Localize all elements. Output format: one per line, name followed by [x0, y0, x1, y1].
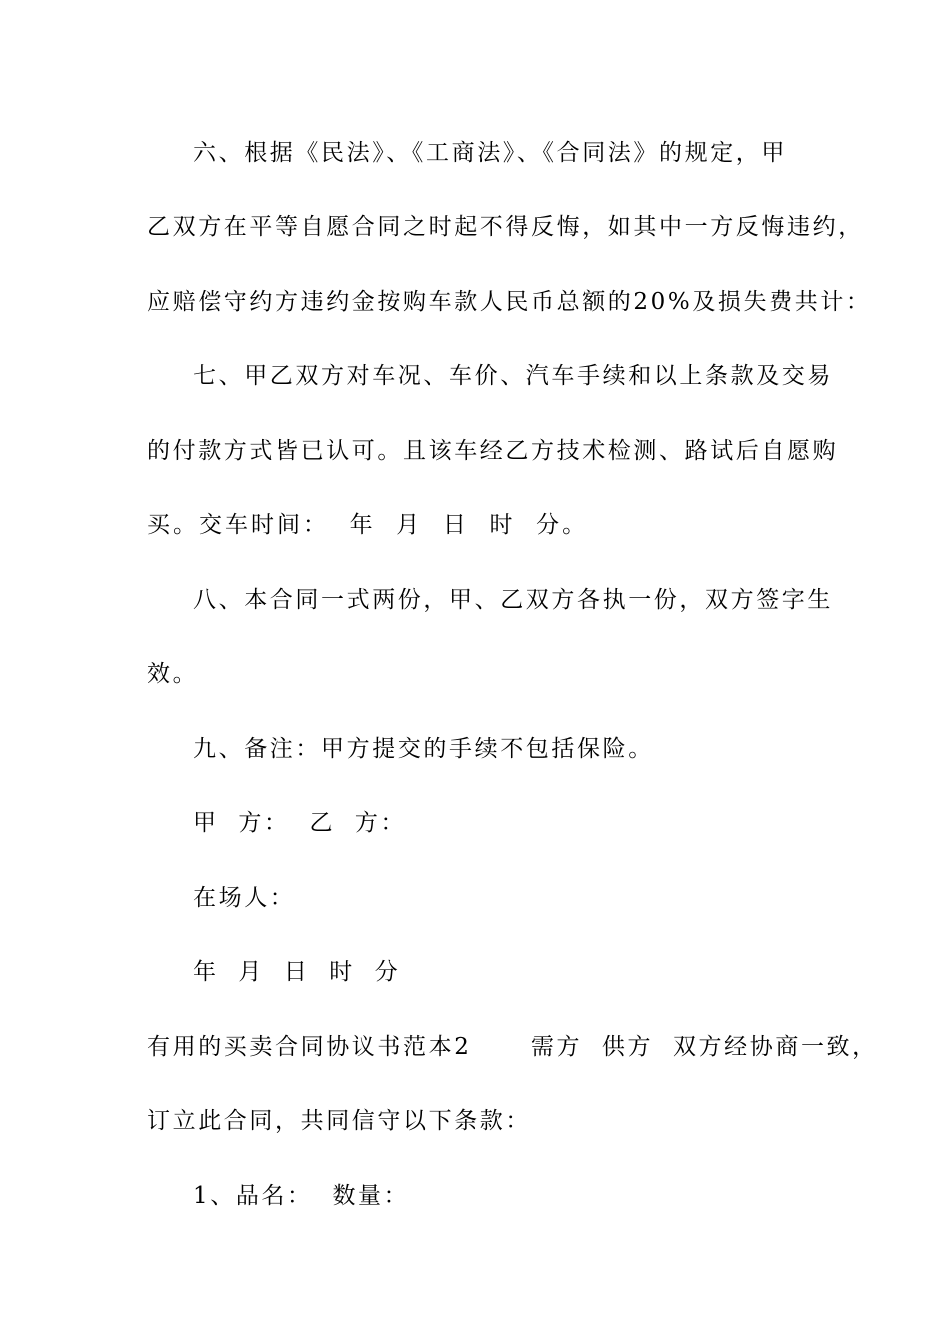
clause-9-remark: 九、备注：甲方提交的手续不包括保险。	[193, 736, 654, 762]
template-2-heading-line: 有用的买卖合同协议书范本2 需方 供方 双方经协商一致，	[147, 1034, 878, 1060]
item-1-line: 1、品名： 数量：	[193, 1183, 410, 1209]
clause-6-line-1: 六、根据《民法》、《工商法》、《合同法》的规定，甲	[193, 140, 787, 166]
clause-8-line-1: 八、本合同一式两份，甲、乙双方各执一份，双方签字生	[193, 587, 833, 613]
date-line: 年 月 日 时 分	[193, 959, 401, 985]
witness-line: 在场人：	[193, 885, 296, 911]
clause-6-line-3: 应赔偿守约方违约金按购车款人民币总额的20%及损失费共计：	[147, 289, 872, 315]
clause-7-line-3: 买。交车时间： 年 月 日 时 分。	[147, 512, 589, 538]
clause-6-line-2: 乙双方在平等自愿合同之时起不得反悔，如其中一方反悔违约，	[147, 214, 864, 240]
party-signatures: 甲 方： 乙 方：	[193, 810, 407, 836]
clause-7-line-1: 七、甲乙双方对车况、车价、汽车手续和以上条款及交易	[193, 363, 833, 389]
clause-8-line-2: 效。	[147, 661, 199, 687]
clause-7-line-2: 的付款方式皆已认可。且该车经乙方技术检测、路试后自愿购	[147, 438, 839, 464]
template-2-intro-line: 订立此合同，共同信守以下条款：	[147, 1108, 531, 1134]
